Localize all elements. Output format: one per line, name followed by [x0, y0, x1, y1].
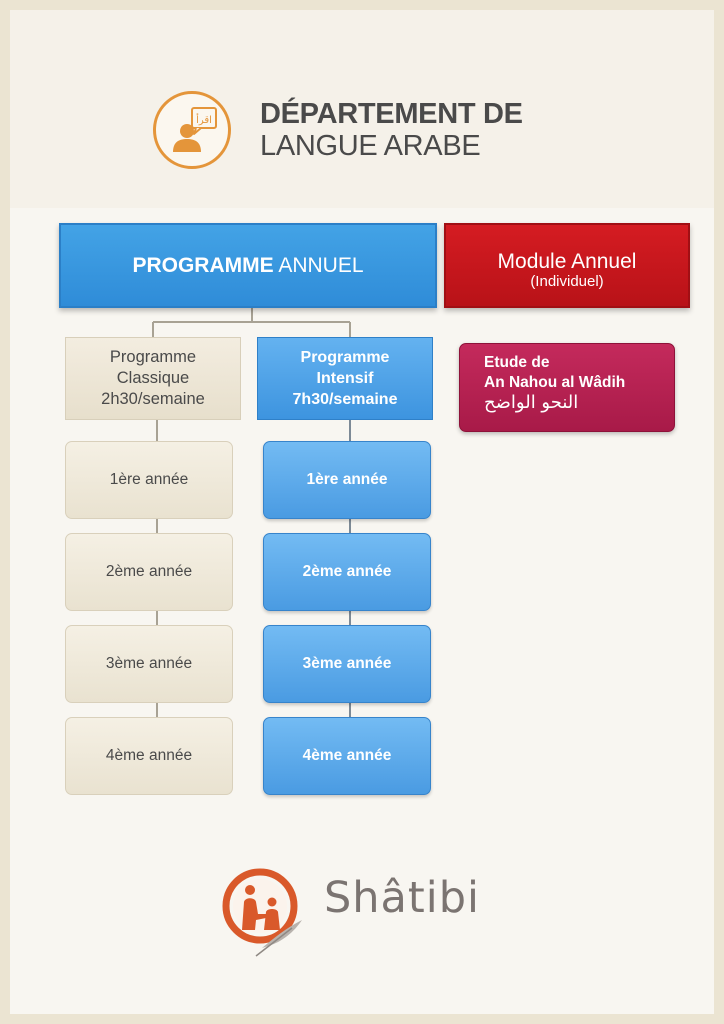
department-title-line2: LANGUE ARABE: [260, 130, 481, 162]
classique-head-line1: Programme: [109, 348, 197, 366]
classique-year-2: 2ème année: [65, 533, 233, 611]
nahou-line2: An Nahou al Wâdih: [484, 374, 626, 391]
programme-intensif-header: [257, 337, 433, 420]
classique-year-4: 4ème année: [65, 717, 233, 795]
shatibi-logo-icon: [222, 868, 298, 944]
module-annuel-banner: [444, 223, 690, 308]
programme-annuel-bold: PROGRAMME: [132, 254, 274, 277]
classique-head-line3: 2h30/semaine: [101, 390, 205, 408]
programme-annuel-normal: ANNUEL: [273, 254, 364, 277]
page: [10, 10, 714, 1014]
classique-head-line2: Classique: [116, 369, 190, 387]
intensif-head-line1: Programme: [300, 349, 390, 366]
nahou-arabic: النحو الواضح: [484, 392, 579, 413]
nahou-line1: Etude de: [484, 354, 550, 371]
classique-year-3: 3ème année: [65, 625, 233, 703]
programme-annuel-banner: [59, 223, 437, 308]
intensif-head-line2: Intensif: [316, 370, 374, 387]
intensif-year-3: 3ème année: [263, 625, 431, 703]
programme-classique-header: [65, 337, 241, 420]
intensif-year-4: 4ème année: [263, 717, 431, 795]
department-title-line1: DÉPARTEMENT DE: [260, 98, 523, 130]
shatibi-brand-text: Shâtibi: [324, 873, 480, 923]
bubble-glyph: اقرأ: [196, 115, 212, 126]
intensif-head-line3: 7h30/semaine: [292, 391, 398, 408]
module-annuel-title: Module Annuel: [497, 250, 637, 273]
nahou-module-box: [459, 343, 675, 432]
intensif-year-2: 2ème année: [263, 533, 431, 611]
classique-year-1: 1ère année: [65, 441, 233, 519]
intensif-year-1: 1ère année: [263, 441, 431, 519]
module-annuel-subtitle: (Individuel): [530, 273, 604, 290]
